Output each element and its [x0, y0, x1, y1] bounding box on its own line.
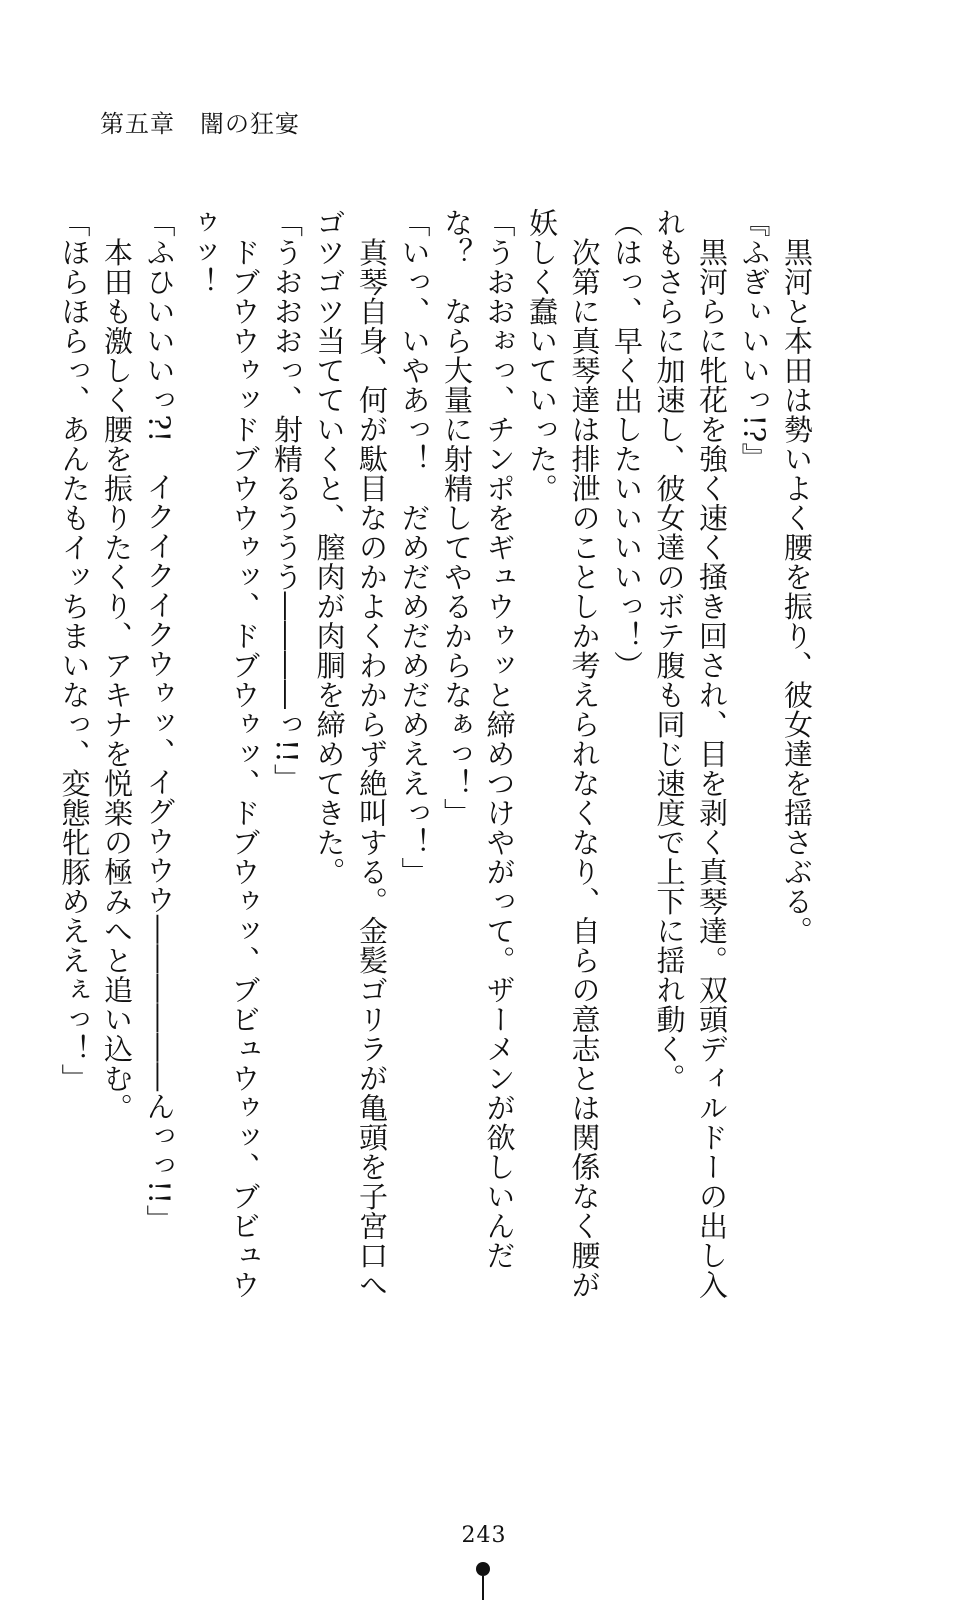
paragraph: （はっ、早く出したいいいいっ！） — [610, 208, 644, 680]
body-text — [53, 208, 818, 1308]
paragraph: 黒河と本田は勢いよく腰を振り、彼女達を揺さぶる。 — [780, 208, 814, 946]
paragraph: 「いっ、いやあっ！ だめだめだめだめええっ！」 — [397, 208, 432, 887]
page-number: 243 — [461, 1523, 507, 1548]
paragraph: 「うおおおっ、射精るううう――――っ!!」 — [270, 208, 304, 793]
paragraph: 次第に真琴達は排泄のことしか考えられなくなり、自らの意志とは関係なく腰が妖しく蠢いていった。 — [525, 208, 602, 1300]
paragraph: 「ふひいいいっ?! イクイクイクウゥッ、イグウウウ――――――んっっ!!」 — [142, 208, 177, 1235]
paragraph: ドブウウゥッドブウウゥッ、ドブウゥッ、ドブウゥッ、ブビュウゥッ、ブビュウゥッ！ — [185, 208, 262, 1300]
paragraph: 『ふぎぃいいっ!?』 — [737, 208, 772, 473]
paragraph: 本田も激しく腰を振りたくり、アキナを悦楽の極みへと追い込む。 — [100, 208, 134, 1123]
paragraph: 「うおおぉっ、チンポをギュウゥッと締めつけやがって。ザーメンが欲しいんだな？ なら大量に射精してやるからなぁっ！」 — [440, 208, 517, 1270]
chapter-header: 第五章 闇の狂宴 — [100, 110, 300, 138]
paragraph: 真琴自身、何が駄目なのかよくわからず絶叫する。金髪ゴリラが亀頭を子宮口へゴツゴツ当てていくと、膣肉が肉胴を締めてきた。 — [312, 208, 389, 1300]
paragraph: 「ほらほらっ、あんたもイッちまいなっ、変態牝豚めええぇっ！」 — [57, 208, 92, 1093]
page-marker-dot — [476, 1562, 490, 1576]
paragraph: 黒河らに牝花を強く速く掻き回され、目を剥く真琴達。双頭ディルドーの出し入れもさらに加速し、彼女達のボテ腹も同じ速度で上下に揺れ動く。 — [652, 208, 729, 1300]
page-marker-line — [482, 1576, 484, 1600]
